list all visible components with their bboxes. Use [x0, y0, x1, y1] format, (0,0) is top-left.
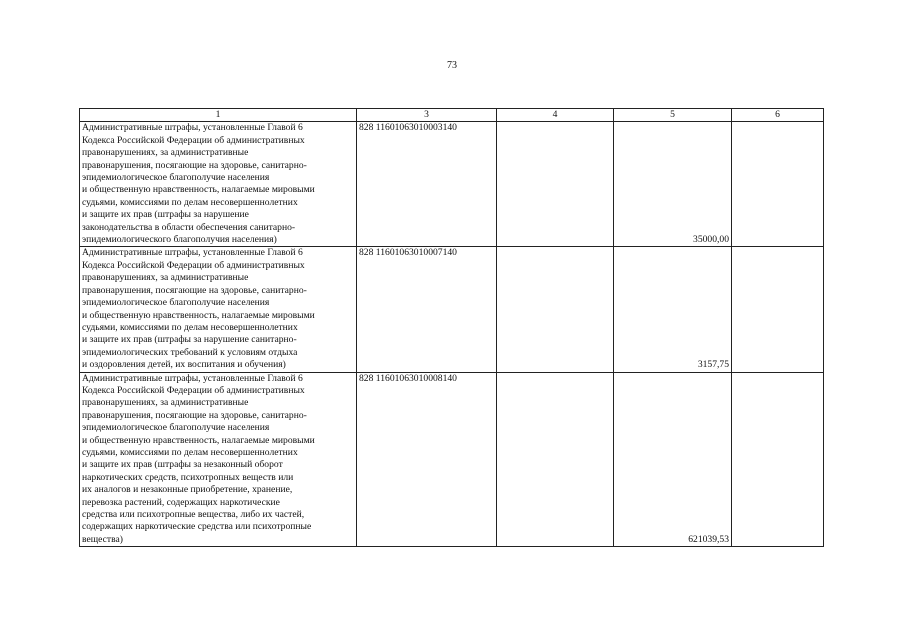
amount-cell: 35000,00 [614, 122, 732, 247]
page-number: 73 [447, 60, 457, 71]
column-6-cell [732, 122, 824, 247]
row-description-cell [80, 372, 357, 547]
column-header-6: 6 [732, 109, 824, 122]
column-header-4: 4 [497, 109, 614, 122]
column-header-5: 5 [614, 109, 732, 122]
table-row [80, 122, 824, 247]
column-4-cell [497, 122, 614, 247]
row-description-cell [80, 122, 357, 247]
row-description: Административные штрафы, установленные Главой 6 Кодекса Российской Федерации об административных правонарушениях, за административные правонарушения, посягающие на здоровье, санитарно- эпидемиологическое благополучие населения и общественную нравственность, налагаемые мировыми судьями, комиссиями по делам несовершеннолетних и защите их прав (штрафы за нарушение санитарно- эпидемиологических требований к условиям отдыха и оздоровления детей, их воспитания и обучения) [82, 247, 315, 371]
budget-code: 828 11601063010007140 [357, 247, 497, 372]
column-4-cell [497, 247, 614, 372]
column-6-cell [732, 372, 824, 547]
column-6-cell [732, 247, 824, 372]
table-row [80, 372, 824, 547]
fines-table [79, 108, 824, 547]
budget-code: 828 11601063010003140 [357, 122, 497, 247]
amount-cell: 621039,53 [614, 372, 732, 547]
table-row [80, 247, 824, 372]
row-description: Административные штрафы, установленные Главой 6 Кодекса Российской Федерации об административных правонарушениях, за административные правонарушения, посягающие на здоровье, санитарно- эпидемиологическое благополучие населения и общественную нравственность, налагаемые мировыми судьями, комиссиями по делам несовершеннолетних и защите их прав (штрафы за нарушение законодательства в области обеспечения санитарно- эпидемиологического благополучия населения) [82, 122, 315, 246]
row-description-cell [80, 247, 357, 372]
header-row [80, 109, 824, 122]
budget-code: 828 11601063010008140 [357, 372, 497, 547]
column-4-cell [497, 372, 614, 547]
column-header-3: 3 [357, 109, 497, 122]
amount-cell: 3157,75 [614, 247, 732, 372]
row-description: Административные штрафы, установленные Главой 6 Кодекса Российской Федерации об административных правонарушениях, за административные правонарушения, посягающие на здоровье, санитарно- эпидемиологическое благополучие населения и общественную нравственность, налагаемые мировыми судьями, комиссиями по делам несовершеннолетних и защите их прав (штрафы за незаконный оборот наркотических средств, психотропных веществ или их аналогов и незаконные приобретение, хранение, перевозка растений, содержащих наркотические средства или психотропные вещества, либо их частей, содержащих наркотические средства или психотропные вещества) [82, 372, 315, 545]
column-header-1: 1 [80, 109, 357, 122]
